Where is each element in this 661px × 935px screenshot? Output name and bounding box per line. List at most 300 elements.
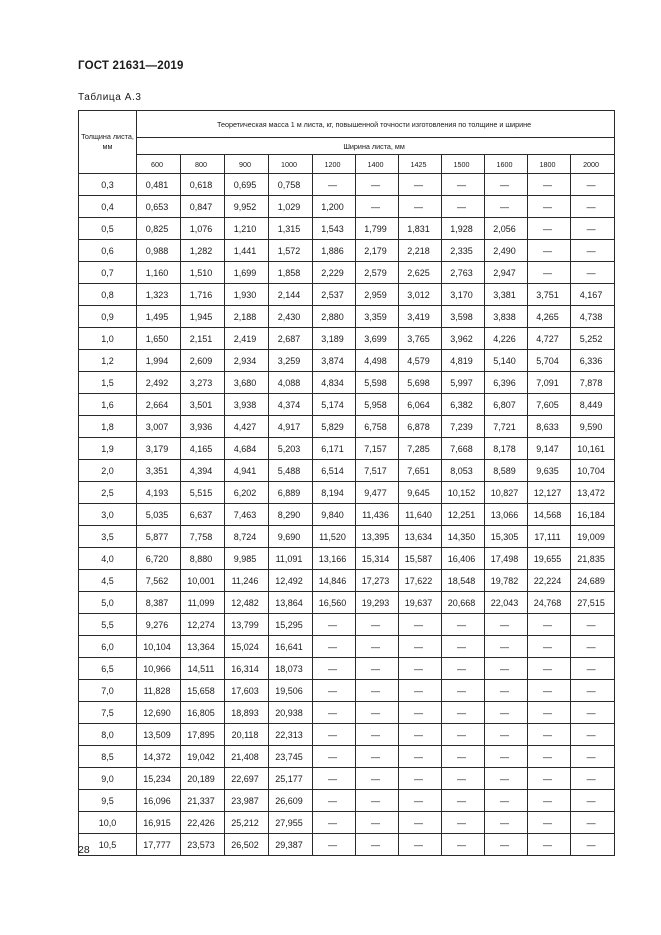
table-row	[79, 680, 615, 702]
mass-cell: 8,880	[181, 548, 225, 570]
mass-cell: 2,218	[399, 240, 442, 262]
mass-cell: 17,777	[137, 834, 181, 856]
mass-cell: 9,477	[356, 482, 399, 504]
mass-cell: 19,293	[356, 592, 399, 614]
mass-cell: —	[442, 746, 485, 768]
mass-cell: 4,941	[225, 460, 269, 482]
mass-cell: 4,265	[528, 306, 571, 328]
mass-cell: 19,506	[269, 680, 313, 702]
mass-cell: 9,147	[528, 438, 571, 460]
mass-cell: 12,274	[181, 614, 225, 636]
mass-cell: 1,572	[269, 240, 313, 262]
thickness-cell: 0,8	[79, 284, 137, 306]
thickness-cell: 4,0	[79, 548, 137, 570]
mass-cell: —	[399, 724, 442, 746]
mass-cell: —	[571, 614, 615, 636]
mass-cell: —	[485, 636, 528, 658]
mass-cell: 7,605	[528, 394, 571, 416]
mass-cell: —	[313, 658, 356, 680]
mass-cell: —	[528, 790, 571, 812]
mass-cell: 4,684	[225, 438, 269, 460]
mass-cell: 3,179	[137, 438, 181, 460]
thickness-cell: 6,0	[79, 636, 137, 658]
mass-cell: 4,165	[181, 438, 225, 460]
mass-cell: 14,511	[181, 658, 225, 680]
mass-cell: —	[485, 658, 528, 680]
mass-cell: —	[528, 262, 571, 284]
mass-cell: 17,111	[528, 526, 571, 548]
mass-cell: 22,224	[528, 570, 571, 592]
mass-cell: 2,430	[269, 306, 313, 328]
mass-cell: —	[399, 636, 442, 658]
mass-cell: 19,782	[485, 570, 528, 592]
mass-cell: —	[528, 658, 571, 680]
mass-cell: 20,189	[181, 768, 225, 790]
thickness-cell: 0,3	[79, 174, 137, 196]
mass-cell: 3,189	[313, 328, 356, 350]
mass-cell: 24,768	[528, 592, 571, 614]
mass-cell: 3,501	[181, 394, 225, 416]
thickness-cell: 8,0	[79, 724, 137, 746]
mass-cell: 2,609	[181, 350, 225, 372]
table-row	[79, 460, 615, 482]
mass-cell: —	[442, 834, 485, 856]
mass-cell: 8,724	[225, 526, 269, 548]
mass-cell: 17,622	[399, 570, 442, 592]
mass-cell: 16,915	[137, 812, 181, 834]
mass-cell: 14,568	[528, 504, 571, 526]
mass-cell: 1,650	[137, 328, 181, 350]
width-column-header: 1200	[313, 155, 356, 174]
mass-cell: 9,690	[269, 526, 313, 548]
mass-cell: —	[356, 658, 399, 680]
mass-cell: —	[399, 834, 442, 856]
mass-cell: 2,537	[313, 284, 356, 306]
mass-cell: —	[571, 636, 615, 658]
mass-cell: 7,721	[485, 416, 528, 438]
table-row	[79, 790, 615, 812]
mass-cell: 12,251	[442, 504, 485, 526]
thickness-cell: 1,2	[79, 350, 137, 372]
thickness-cell: 9,0	[79, 768, 137, 790]
mass-cell: 17,603	[225, 680, 269, 702]
mass-cell: —	[528, 218, 571, 240]
mass-cell: 15,295	[269, 614, 313, 636]
mass-cell: —	[356, 680, 399, 702]
mass-cell: 2,179	[356, 240, 399, 262]
table-row	[79, 658, 615, 680]
mass-cell: 1,029	[269, 196, 313, 218]
width-column-header: 600	[137, 155, 181, 174]
mass-cell: 1,282	[181, 240, 225, 262]
mass-cell: 8,290	[269, 504, 313, 526]
thickness-cell: 0,5	[79, 218, 137, 240]
mass-cell: 2,188	[225, 306, 269, 328]
mass-cell: —	[399, 790, 442, 812]
mass-cell: 12,492	[269, 570, 313, 592]
mass-cell: 1,076	[181, 218, 225, 240]
mass-cell: —	[571, 790, 615, 812]
mass-cell: —	[399, 680, 442, 702]
table-row	[79, 218, 615, 240]
mass-cell: —	[571, 702, 615, 724]
mass-cell: 1,441	[225, 240, 269, 262]
mass-cell: 6,382	[442, 394, 485, 416]
mass-cell: 2,664	[137, 394, 181, 416]
mass-cell: 8,053	[442, 460, 485, 482]
mass-cell: —	[313, 812, 356, 834]
mass-cell: 0,481	[137, 174, 181, 196]
mass-cell: 4,498	[356, 350, 399, 372]
mass-cell: —	[313, 768, 356, 790]
mass-cell: 4,819	[442, 350, 485, 372]
mass-cell: 9,590	[571, 416, 615, 438]
mass-cell: 22,043	[485, 592, 528, 614]
width-column-header: 1800	[528, 155, 571, 174]
mass-cell: —	[528, 174, 571, 196]
mass-cell: 4,917	[269, 416, 313, 438]
table-row	[79, 284, 615, 306]
mass-cell: 7,463	[225, 504, 269, 526]
mass-cell: 5,704	[528, 350, 571, 372]
mass-cell: 3,751	[528, 284, 571, 306]
mass-cell: 19,009	[571, 526, 615, 548]
mass-cell: 2,959	[356, 284, 399, 306]
mass-cell: 13,799	[225, 614, 269, 636]
mass-cell: 20,668	[442, 592, 485, 614]
thickness-cell: 1,8	[79, 416, 137, 438]
mass-cell: 11,640	[399, 504, 442, 526]
mass-cell: 19,637	[399, 592, 442, 614]
table-row	[79, 394, 615, 416]
mass-cell: —	[571, 812, 615, 834]
mass-cell: 21,835	[571, 548, 615, 570]
mass-cell: 2,490	[485, 240, 528, 262]
mass-cell: 6,720	[137, 548, 181, 570]
thickness-cell: 7,0	[79, 680, 137, 702]
mass-cell: 15,587	[399, 548, 442, 570]
main-header: Теоретическая масса 1 м листа, кг, повышенной точности изготовления по толщине и ширине	[137, 111, 615, 138]
mass-cell: 10,827	[485, 482, 528, 504]
thickness-cell: 3,0	[79, 504, 137, 526]
mass-cell: 2,880	[313, 306, 356, 328]
mass-cell: —	[485, 768, 528, 790]
mass-cell: —	[313, 834, 356, 856]
mass-cell: —	[485, 702, 528, 724]
mass-cell: 13,395	[356, 526, 399, 548]
mass-cell: 11,099	[181, 592, 225, 614]
mass-table	[78, 110, 615, 856]
mass-cell: 2,229	[313, 262, 356, 284]
mass-cell: —	[528, 702, 571, 724]
width-column-header: 1000	[269, 155, 313, 174]
mass-cell: 19,042	[181, 746, 225, 768]
thickness-cell: 5,5	[79, 614, 137, 636]
mass-cell: 2,151	[181, 328, 225, 350]
mass-cell: —	[571, 724, 615, 746]
mass-cell: 18,548	[442, 570, 485, 592]
mass-cell: 17,273	[356, 570, 399, 592]
mass-cell: —	[528, 614, 571, 636]
mass-cell: 11,828	[137, 680, 181, 702]
mass-cell: 1,510	[181, 262, 225, 284]
mass-cell: —	[356, 790, 399, 812]
mass-cell: —	[571, 262, 615, 284]
mass-cell: 8,387	[137, 592, 181, 614]
mass-cell: 3,936	[181, 416, 225, 438]
mass-cell: 0,618	[181, 174, 225, 196]
thickness-cell: 1,0	[79, 328, 137, 350]
mass-cell: 3,359	[356, 306, 399, 328]
mass-cell: —	[356, 174, 399, 196]
mass-cell: 17,895	[181, 724, 225, 746]
mass-cell: —	[399, 196, 442, 218]
mass-cell: 8,194	[313, 482, 356, 504]
mass-cell: 6,637	[181, 504, 225, 526]
mass-cell: 5,488	[269, 460, 313, 482]
mass-cell: 27,515	[571, 592, 615, 614]
thickness-cell: 2,5	[79, 482, 137, 504]
mass-cell: 1,210	[225, 218, 269, 240]
mass-cell: 22,313	[269, 724, 313, 746]
mass-cell: 3,962	[442, 328, 485, 350]
thickness-cell: 0,9	[79, 306, 137, 328]
table-row	[79, 724, 615, 746]
mass-cell: 15,658	[181, 680, 225, 702]
mass-cell: 12,690	[137, 702, 181, 724]
table-row	[79, 196, 615, 218]
mass-cell: 5,174	[313, 394, 356, 416]
thickness-cell: 0,4	[79, 196, 137, 218]
mass-cell: 2,335	[442, 240, 485, 262]
thickness-cell: 10,5	[79, 834, 137, 856]
width-column-header: 1400	[356, 155, 399, 174]
mass-cell: 5,698	[399, 372, 442, 394]
mass-cell: 1,699	[225, 262, 269, 284]
mass-cell: 3,012	[399, 284, 442, 306]
mass-cell: 15,024	[225, 636, 269, 658]
mass-cell: 7,091	[528, 372, 571, 394]
table-row	[79, 592, 615, 614]
width-column-header: 800	[181, 155, 225, 174]
thickness-cell: 5,0	[79, 592, 137, 614]
mass-cell: 15,314	[356, 548, 399, 570]
mass-cell: 18,893	[225, 702, 269, 724]
width-column-header: 1500	[442, 155, 485, 174]
mass-cell: —	[356, 724, 399, 746]
mass-cell: 1,200	[313, 196, 356, 218]
mass-cell: 3,680	[225, 372, 269, 394]
mass-cell: 2,625	[399, 262, 442, 284]
mass-cell: —	[442, 614, 485, 636]
mass-cell: 13,066	[485, 504, 528, 526]
mass-cell: 2,947	[485, 262, 528, 284]
mass-cell: —	[442, 658, 485, 680]
mass-cell: 16,641	[269, 636, 313, 658]
thickness-cell: 2,0	[79, 460, 137, 482]
mass-cell: 16,096	[137, 790, 181, 812]
mass-cell: 0,758	[269, 174, 313, 196]
mass-cell: —	[485, 174, 528, 196]
mass-cell: 27,955	[269, 812, 313, 834]
mass-cell: 21,337	[181, 790, 225, 812]
table-row	[79, 262, 615, 284]
mass-cell: 6,396	[485, 372, 528, 394]
mass-cell: —	[313, 614, 356, 636]
mass-cell: —	[313, 724, 356, 746]
page-number: 28	[78, 844, 90, 856]
mass-cell: 9,635	[528, 460, 571, 482]
mass-cell: 11,436	[356, 504, 399, 526]
mass-cell: 10,704	[571, 460, 615, 482]
mass-cell: —	[528, 240, 571, 262]
mass-cell: 5,997	[442, 372, 485, 394]
mass-cell: —	[313, 790, 356, 812]
mass-cell: —	[356, 746, 399, 768]
mass-cell: 26,609	[269, 790, 313, 812]
mass-cell: 7,285	[399, 438, 442, 460]
mass-cell: —	[442, 196, 485, 218]
table-row	[79, 526, 615, 548]
mass-cell: 10,966	[137, 658, 181, 680]
mass-cell: 5,203	[269, 438, 313, 460]
mass-cell: 1,928	[442, 218, 485, 240]
document-header: ГОСТ 21631—2019	[78, 60, 184, 72]
mass-cell: 22,426	[181, 812, 225, 834]
mass-cell: —	[571, 658, 615, 680]
mass-cell: 2,763	[442, 262, 485, 284]
mass-cell: —	[528, 636, 571, 658]
mass-cell: 14,372	[137, 746, 181, 768]
mass-cell: 14,350	[442, 526, 485, 548]
mass-cell: 1,160	[137, 262, 181, 284]
mass-cell: —	[399, 702, 442, 724]
mass-cell: —	[571, 218, 615, 240]
mass-cell: 4,834	[313, 372, 356, 394]
mass-cell: 0,653	[137, 196, 181, 218]
mass-cell: 1,858	[269, 262, 313, 284]
mass-cell: 7,157	[356, 438, 399, 460]
mass-cell: 9,985	[225, 548, 269, 570]
mass-cell: 11,091	[269, 548, 313, 570]
table-row	[79, 570, 615, 592]
mass-cell: 20,938	[269, 702, 313, 724]
mass-cell: 6,064	[399, 394, 442, 416]
mass-cell: —	[528, 680, 571, 702]
mass-cell: 4,427	[225, 416, 269, 438]
mass-cell: 3,838	[485, 306, 528, 328]
mass-cell: 19,655	[528, 548, 571, 570]
mass-cell: —	[442, 724, 485, 746]
mass-cell: 3,598	[442, 306, 485, 328]
mass-cell: 24,689	[571, 570, 615, 592]
mass-cell: 14,846	[313, 570, 356, 592]
mass-cell: 8,178	[485, 438, 528, 460]
mass-cell: 5,958	[356, 394, 399, 416]
mass-cell: —	[485, 196, 528, 218]
width-column-header: 1425	[399, 155, 442, 174]
mass-cell: —	[442, 768, 485, 790]
mass-cell: 10,104	[137, 636, 181, 658]
table-row	[79, 372, 615, 394]
mass-cell: —	[442, 790, 485, 812]
thickness-cell: 1,6	[79, 394, 137, 416]
mass-cell: 3,351	[137, 460, 181, 482]
mass-cell: —	[356, 636, 399, 658]
table-row	[79, 614, 615, 636]
thickness-cell: 4,5	[79, 570, 137, 592]
mass-cell: 5,515	[181, 482, 225, 504]
mass-cell: —	[571, 174, 615, 196]
table-row	[79, 240, 615, 262]
mass-cell: 9,952	[225, 196, 269, 218]
table-row	[79, 548, 615, 570]
mass-cell: —	[485, 724, 528, 746]
mass-cell: —	[571, 680, 615, 702]
mass-cell: —	[571, 240, 615, 262]
mass-cell: —	[313, 702, 356, 724]
mass-cell: 16,314	[225, 658, 269, 680]
mass-cell: 1,799	[356, 218, 399, 240]
mass-cell: 3,419	[399, 306, 442, 328]
table-row	[79, 416, 615, 438]
mass-cell: 7,668	[442, 438, 485, 460]
mass-cell: 7,517	[356, 460, 399, 482]
mass-cell: 4,088	[269, 372, 313, 394]
mass-cell: 2,687	[269, 328, 313, 350]
thickness-header: Толщина листа, мм	[79, 111, 137, 174]
mass-cell: 5,035	[137, 504, 181, 526]
mass-cell: 16,406	[442, 548, 485, 570]
mass-cell: 1,543	[313, 218, 356, 240]
mass-cell: —	[399, 658, 442, 680]
mass-cell: —	[442, 680, 485, 702]
table-row	[79, 328, 615, 350]
mass-cell: —	[442, 174, 485, 196]
mass-cell: —	[356, 614, 399, 636]
table-row	[79, 438, 615, 460]
mass-cell: 1,323	[137, 284, 181, 306]
mass-cell: 10,161	[571, 438, 615, 460]
mass-cell: 6,807	[485, 394, 528, 416]
mass-cell: 3,938	[225, 394, 269, 416]
mass-cell: 15,234	[137, 768, 181, 790]
mass-cell: 1,994	[137, 350, 181, 372]
thickness-cell: 1,9	[79, 438, 137, 460]
thickness-cell: 8,5	[79, 746, 137, 768]
mass-cell: 23,573	[181, 834, 225, 856]
mass-cell: —	[356, 812, 399, 834]
mass-cell: —	[485, 680, 528, 702]
width-column-header: 900	[225, 155, 269, 174]
mass-cell: —	[485, 614, 528, 636]
mass-cell: 4,226	[485, 328, 528, 350]
mass-cell: 6,889	[269, 482, 313, 504]
mass-cell: —	[485, 812, 528, 834]
mass-cell: 4,738	[571, 306, 615, 328]
width-column-header: 1600	[485, 155, 528, 174]
mass-cell: 7,562	[137, 570, 181, 592]
mass-cell: 13,509	[137, 724, 181, 746]
mass-cell: 5,829	[313, 416, 356, 438]
mass-cell: —	[485, 746, 528, 768]
mass-cell: 23,745	[269, 746, 313, 768]
mass-cell: 1,716	[181, 284, 225, 306]
mass-cell: 2,144	[269, 284, 313, 306]
mass-cell: 6,202	[225, 482, 269, 504]
mass-cell: 4,727	[528, 328, 571, 350]
mass-cell: —	[528, 724, 571, 746]
